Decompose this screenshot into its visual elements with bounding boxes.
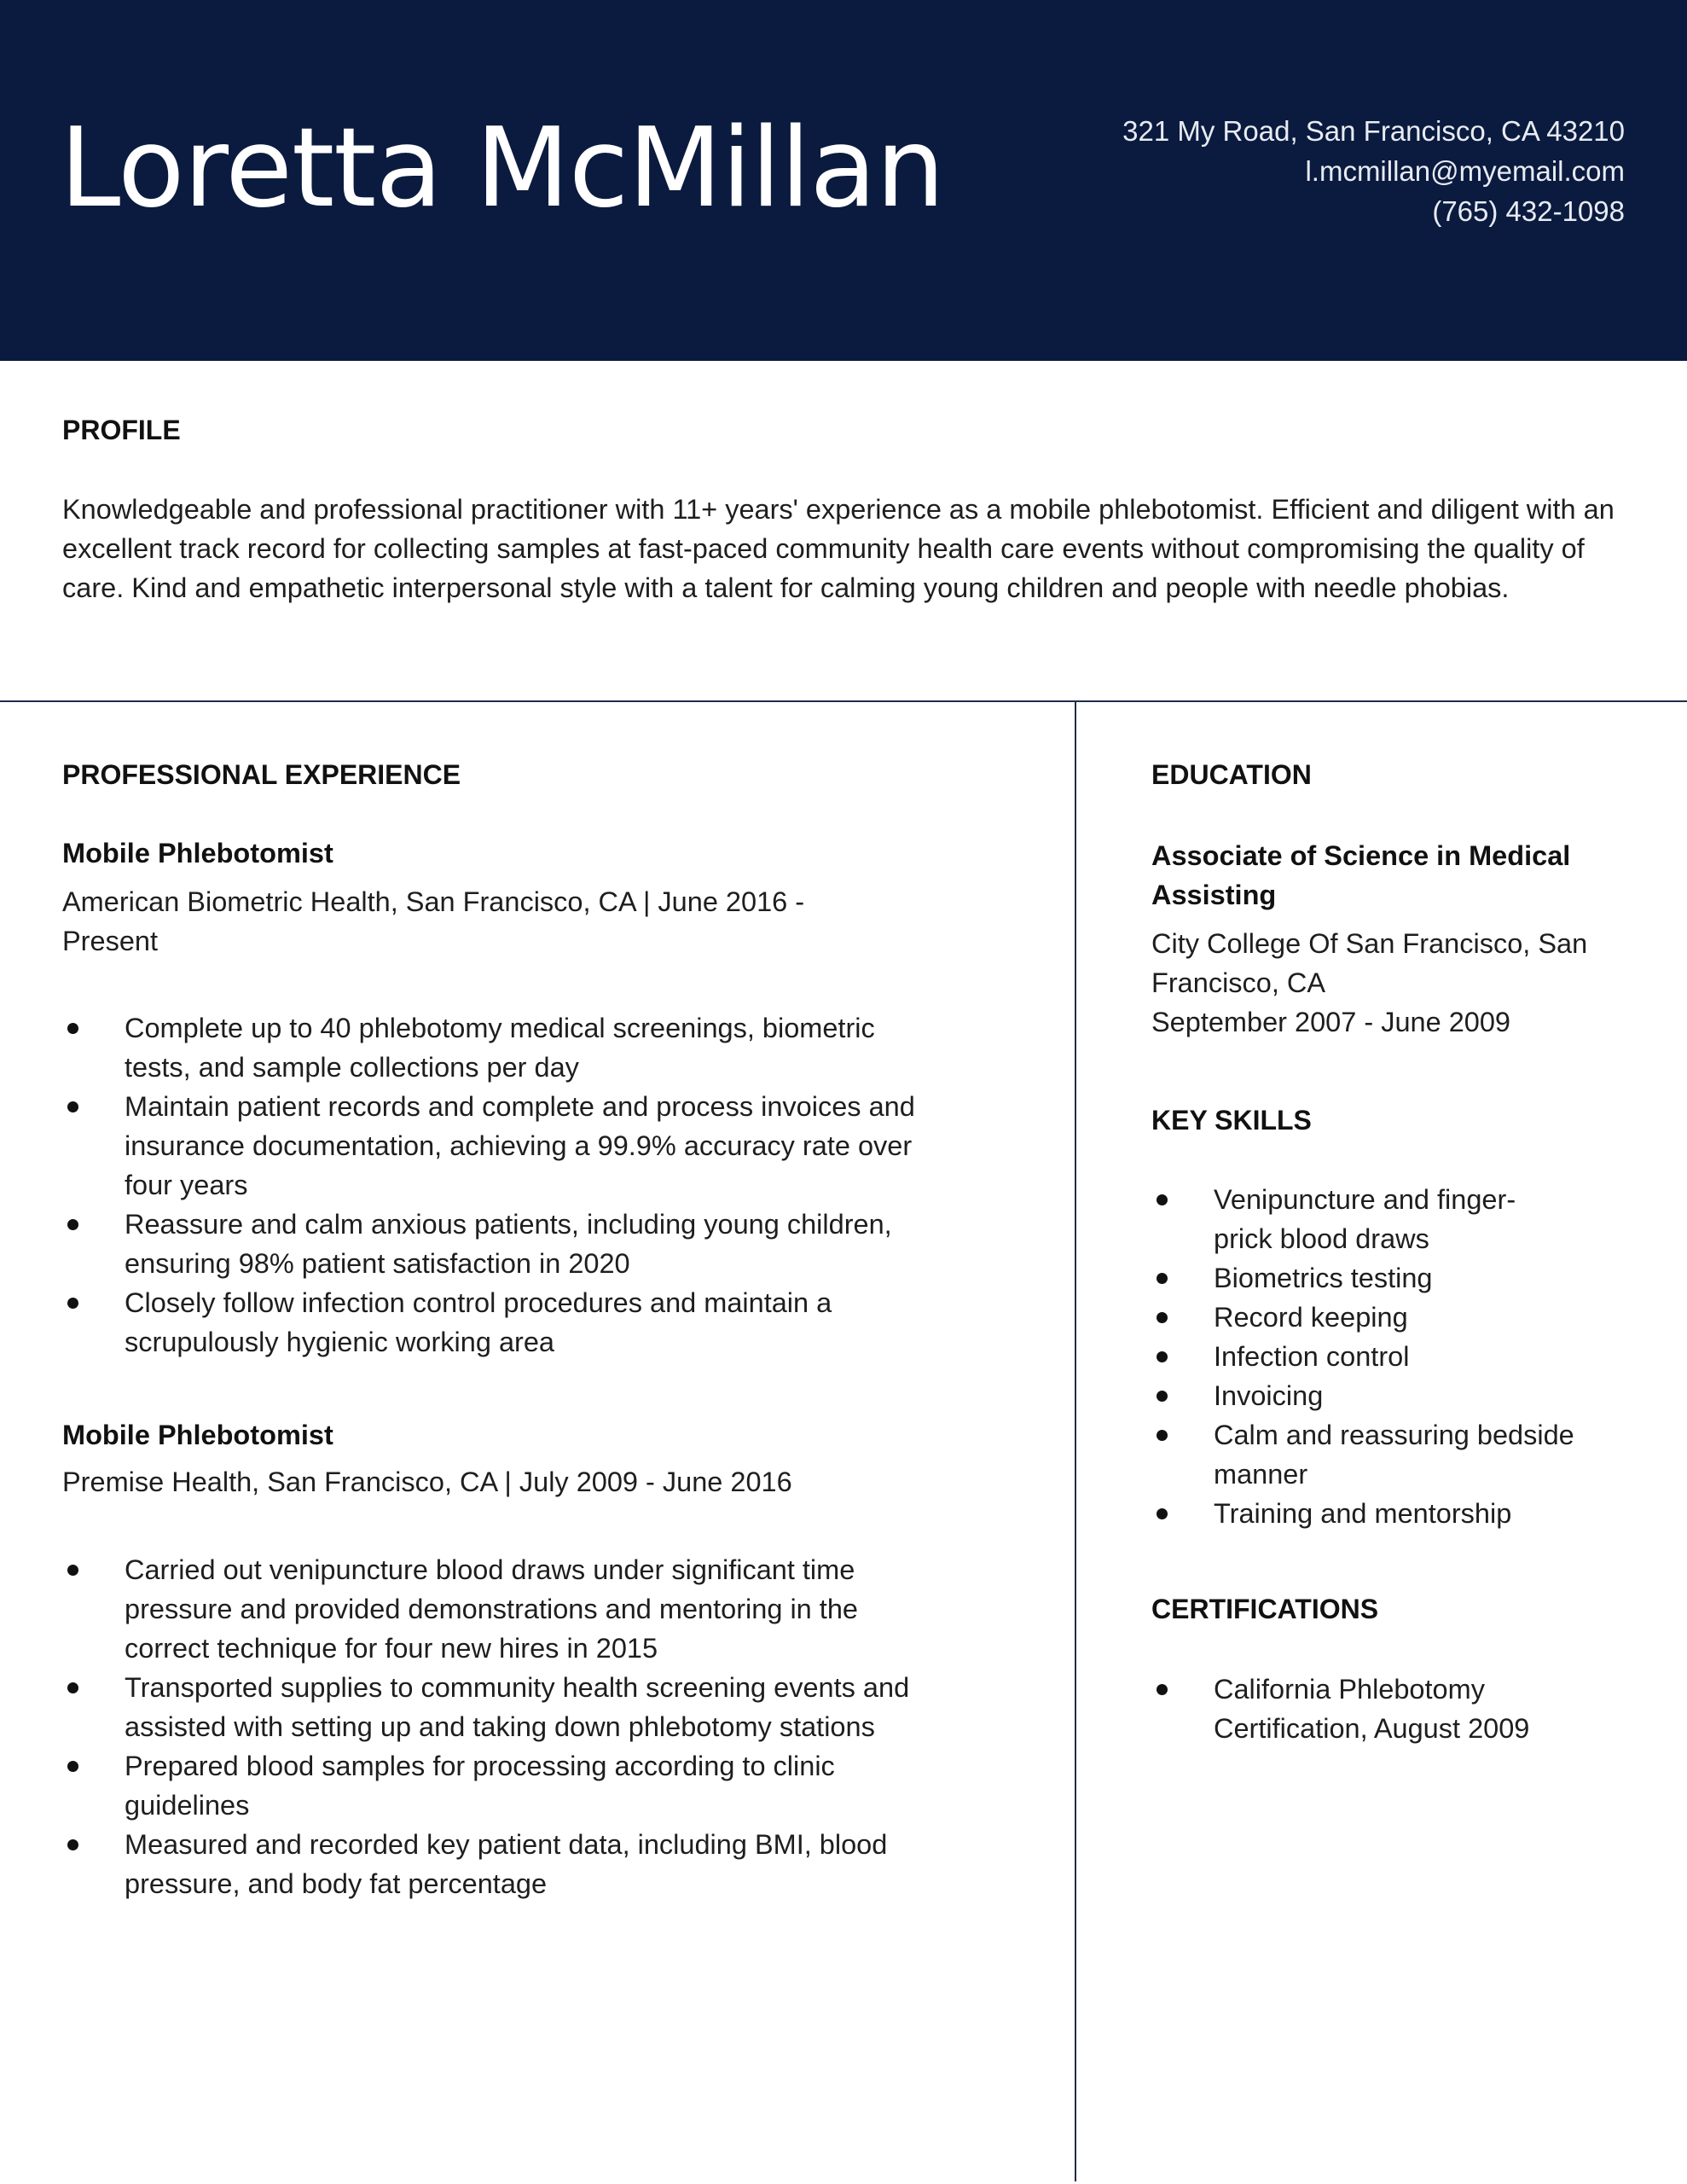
job-bullets bbox=[62, 1008, 915, 1362]
list-item: Biometrics testing bbox=[1151, 1258, 1629, 1298]
degree-title: Associate of Science in Medical Assisting bbox=[1151, 840, 1571, 910]
contact-phone: (765) 432-1098 bbox=[1432, 195, 1625, 227]
bullet-icon bbox=[1157, 1684, 1168, 1695]
bullet-icon bbox=[67, 1565, 78, 1576]
experience-heading: PROFESSIONAL EXPERIENCE bbox=[62, 759, 461, 790]
candidate-name: Loretta McMillan bbox=[60, 105, 944, 232]
job-meta: American Biometric Health, San Francisco, CA | June 2016 - Present bbox=[62, 886, 805, 956]
bullet-icon bbox=[67, 1839, 78, 1850]
column-divider bbox=[1075, 702, 1076, 2181]
bullet-icon bbox=[67, 1219, 78, 1230]
profile-summary: Knowledgeable and professional practitioner with 11+ years' experience as a mobile phlebotomist. Efficient and diligent with an excellent track record for collecting samples at fast-paced community health care events without compromising the quality of care. Kind and empathetic interpersonal style with a talent for calming young children and people with needle phobias. bbox=[62, 494, 1615, 603]
school-name: City College Of San Francisco, San Francisco, CA bbox=[1151, 928, 1588, 998]
horizontal-divider bbox=[0, 700, 1687, 702]
list-item: Maintain patient records and complete and process invoices and insurance documentation, achieving a 99.9% accuracy rate over four years bbox=[62, 1087, 915, 1205]
contact-email: l.mcmillan@myemail.com bbox=[1305, 155, 1625, 187]
list-item: Invoicing bbox=[1151, 1376, 1629, 1415]
profile-heading: PROFILE bbox=[62, 415, 181, 445]
list-item: Measured and recorded key patient data, including BMI, blood pressure, and body fat percentage bbox=[62, 1825, 915, 1903]
bullet-icon bbox=[1157, 1351, 1168, 1362]
list-item: Transported supplies to community health screening events and assisted with setting up and taking down phlebotomy stations bbox=[62, 1668, 915, 1746]
skills-heading: KEY SKILLS bbox=[1151, 1105, 1312, 1136]
education-dates: September 2007 - June 2009 bbox=[1151, 1007, 1510, 1037]
bullet-icon bbox=[1157, 1194, 1168, 1205]
list-item: Calm and reassuring bedside manner bbox=[1151, 1415, 1629, 1494]
list-item: Complete up to 40 phlebotomy medical screenings, biometric tests, and sample collections per day bbox=[62, 1008, 915, 1087]
certifications-heading: CERTIFICATIONS bbox=[1151, 1594, 1379, 1624]
list-item: Infection control bbox=[1151, 1337, 1629, 1376]
list-item: Prepared blood samples for processing according to clinic guidelines bbox=[62, 1746, 915, 1825]
list-item: Reassure and calm anxious patients, including young children, ensuring 98% patient satisfaction in 2020 bbox=[62, 1205, 915, 1283]
certifications-list bbox=[1151, 1670, 1629, 1748]
contact-info bbox=[1122, 111, 1625, 231]
bullet-icon bbox=[67, 1023, 78, 1034]
contact-address: 321 My Road, San Francisco, CA 43210 bbox=[1122, 115, 1625, 147]
education-heading: EDUCATION bbox=[1151, 759, 1312, 790]
job-title: Mobile Phlebotomist bbox=[62, 1420, 333, 1450]
list-item: Training and mentorship bbox=[1151, 1494, 1629, 1533]
job-bullets bbox=[62, 1550, 915, 1903]
bullet-icon bbox=[1157, 1430, 1168, 1441]
list-item: Record keeping bbox=[1151, 1298, 1629, 1337]
job-title: Mobile Phlebotomist bbox=[62, 838, 333, 868]
bullet-icon bbox=[1157, 1273, 1168, 1284]
bullet-icon bbox=[67, 1761, 78, 1772]
bullet-icon bbox=[67, 1682, 78, 1693]
bullet-icon bbox=[67, 1298, 78, 1309]
list-item: Carried out venipuncture blood draws under significant time pressure and provided demonstrations and mentoring in the correct technique for four new hires in 2015 bbox=[62, 1550, 915, 1668]
bullet-icon bbox=[1157, 1312, 1168, 1323]
skills-list bbox=[1151, 1180, 1629, 1533]
header-banner bbox=[0, 0, 1687, 361]
list-item: California Phlebotomy Certification, August 2009 bbox=[1151, 1670, 1629, 1748]
list-item: Venipuncture and finger-prick blood draws bbox=[1151, 1180, 1629, 1258]
bullet-icon bbox=[1157, 1391, 1168, 1402]
list-item: Closely follow infection control procedures and maintain a scrupulously hygienic working area bbox=[62, 1283, 915, 1362]
job-meta: Premise Health, San Francisco, CA | July 2009 - June 2016 bbox=[62, 1467, 792, 1497]
bullet-icon bbox=[67, 1101, 78, 1112]
bullet-icon bbox=[1157, 1508, 1168, 1519]
